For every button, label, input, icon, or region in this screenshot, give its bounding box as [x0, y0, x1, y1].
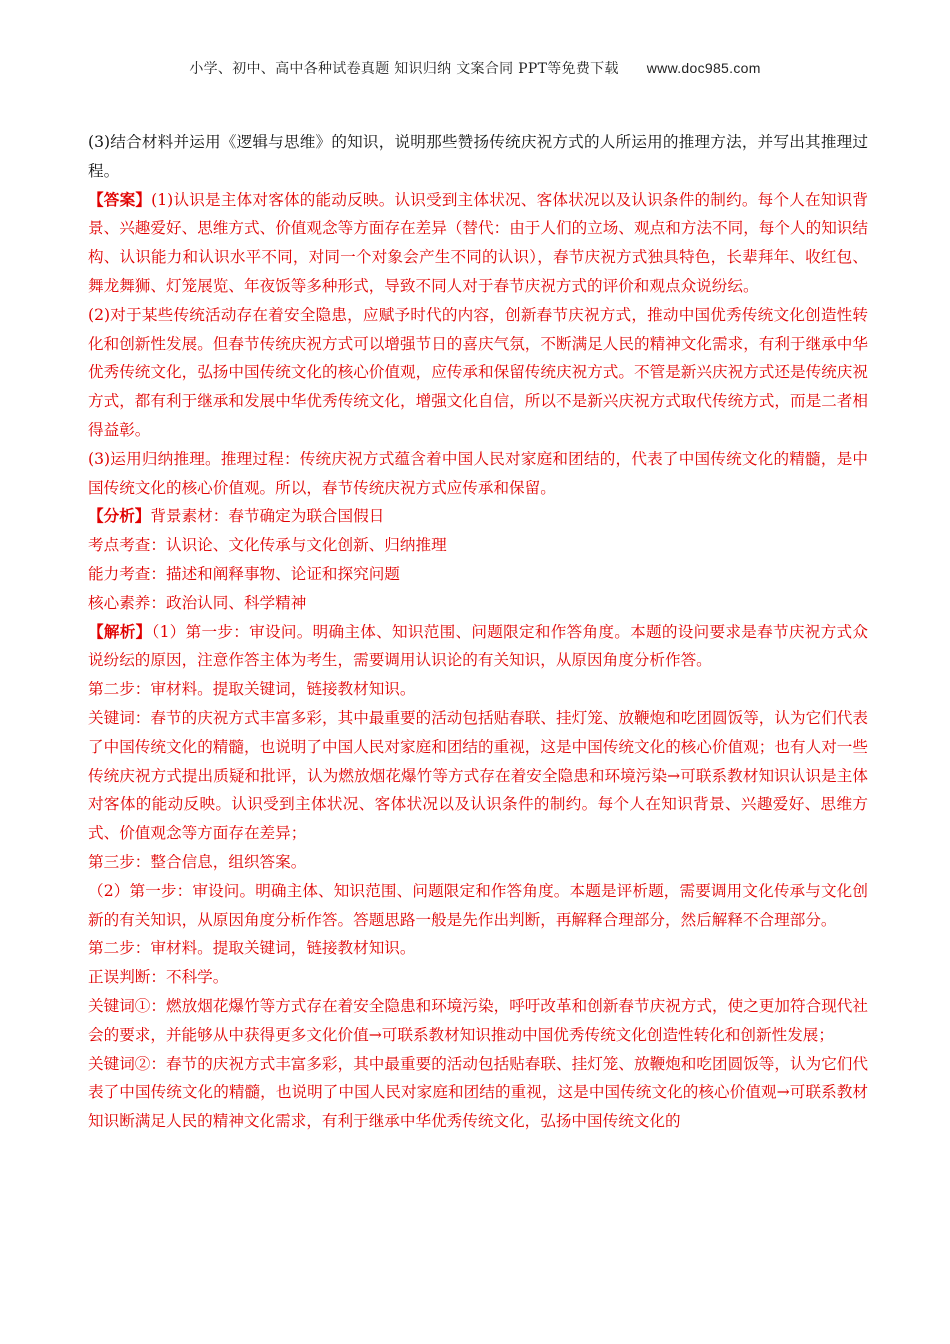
- header-text: 小学、初中、高中各种试卷真题 知识归纳 文案合同 PPT等免费下载: [189, 61, 619, 77]
- analysis-background: [88, 502, 868, 531]
- header-site-link[interactable]: www.doc985.com: [646, 60, 761, 76]
- document-body: [88, 128, 868, 1136]
- analysis-nengli: 能力考查：描述和阐释事物、论证和探究问题: [88, 564, 400, 583]
- jiexi-text-1: （1）第一步：审设问。明确主体、知识范围、问题限定和作答角度。本题的设问要求是春节庆祝方式众说纷纭的原因，注意作答主体为考生，需要调用认识论的有关知识，从原因角度分析作答。: [88, 622, 868, 670]
- jiexi-tag: 【解析】: [88, 621, 152, 641]
- jiexi-line-1: [88, 618, 868, 676]
- analysis-kaodian: 考点考查：认识论、文化传承与文化创新、归纳推理: [88, 536, 447, 555]
- jiexi-line-9: 关键词②：春节的庆祝方式丰富多彩，其中最重要的活动包括贴春联、挂灯笼、放鞭炮和吃团圆饭等，认为它们代表了中国传统文化的精髓，也说明了中国人民对家庭和团结的重视，这是中国传统文化的核心价值观→可联系教材知识断满足人民的精神文化需求，有利于继承中华优秀传统文化，弘扬中国传统文化的: [88, 1054, 868, 1131]
- answer-paragraph-1: [88, 186, 868, 301]
- page-header: [0, 58, 950, 78]
- answer-text-1: (1)认识是主体对客体的能动反映。认识受到主体状况、客体状况以及认识条件的制约。每个人在知识背景、兴趣爱好、思维方式、价值观念等方面存在差异（替代：由于人们的立场、观点和方法不同，每个人的知识结构、认识能力和认识水平不同，对同一个对象会产生不同的认识），春节庆祝方式独具特色，长辈拜年、收红包、舞龙舞狮、灯笼展览、年夜饭等多种形式，导致不同人对于春节庆祝方式的评价和观点众说纷纭。: [88, 190, 868, 295]
- jiexi-line-5: （2）第一步：审设问。明确主体、知识范围、问题限定和作答角度。本题是评析题，需要调用文化传承与文化创新的有关知识，从原因角度分析作答。答题思路一般是先作出判断，再解释合理部分，然后解释不合理部分。: [88, 881, 868, 929]
- jiexi-line-7: 正误判断：不科学。: [88, 968, 229, 987]
- answer-paragraph-2: (2)对于某些传统活动存在着安全隐患，应赋予时代的内容，创新春节庆祝方式，推动中国优秀传统文化创造性转化和创新性发展。但春节传统庆祝方式可以增强节日的喜庆气氛，不断满足人民的精神文化需求，有利于继承中华优秀传统文化，弘扬中国传统文化的核心价值观，应传承和保留传统庆祝方式。不管是新兴庆祝方式还是传统庆祝方式，都有利于继承和发展中华优秀传统文化，增强文化自信，所以不是新兴庆祝方式取代传统方式，而是二者相得益彰。: [88, 305, 868, 439]
- analysis-suyang: 核心素养：政治认同、科学精神: [88, 593, 307, 612]
- jiexi-line-8: 关键词①：燃放烟花爆竹等方式存在着安全隐患和环境污染，呼吁改革和创新春节庆祝方式，使之更加符合现代社会的要求，并能够从中获得更多文化价值→可联系教材知识推动中国优秀传统文化创造性转化和创新性发展；: [88, 996, 868, 1044]
- analysis-tag: 【分析】: [88, 506, 151, 526]
- answer-tag: 【答案】: [88, 189, 152, 209]
- jiexi-line-4: 第三步：整合信息，组织答案。: [88, 852, 307, 871]
- jiexi-line-6: 第二步：审材料。提取关键词，链接教材知识。: [88, 939, 416, 958]
- answer-paragraph-3: (3)运用归纳推理。推理过程：传统庆祝方式蕴含着中国人民对家庭和团结的，代表了中国传统文化的精髓，是中国传统文化的核心价值观。所以，春节传统庆祝方式应传承和保留。: [88, 449, 868, 497]
- jiexi-line-3: 关键词：春节的庆祝方式丰富多彩，其中最重要的活动包括贴春联、挂灯笼、放鞭炮和吃团圆饭等，认为它们代表了中国传统文化的精髓，也说明了中国人民对家庭和团结的重视，这是中国传统文化的核心价值观；也有人对一些传统庆祝方式提出质疑和批评，认为燃放烟花爆竹等方式存在着安全隐患和环境污染→可联系教材知识认识是主体对客体的能动反映。认识受到主体状况、客体状况以及认识条件的制约。每个人在知识背景、兴趣爱好、思维方式、价值观念等方面存在差异；: [88, 708, 868, 843]
- analysis-background-text: 背景素材：春节确定为联合国假日: [150, 507, 385, 526]
- question-3: (3)结合材料并运用《逻辑与思维》的知识，说明那些赞扬传统庆祝方式的人所运用的推理方法，并写出其推理过程。: [88, 133, 868, 180]
- jiexi-line-2: 第二步：审材料。提取关键词，链接教材知识。: [88, 680, 416, 699]
